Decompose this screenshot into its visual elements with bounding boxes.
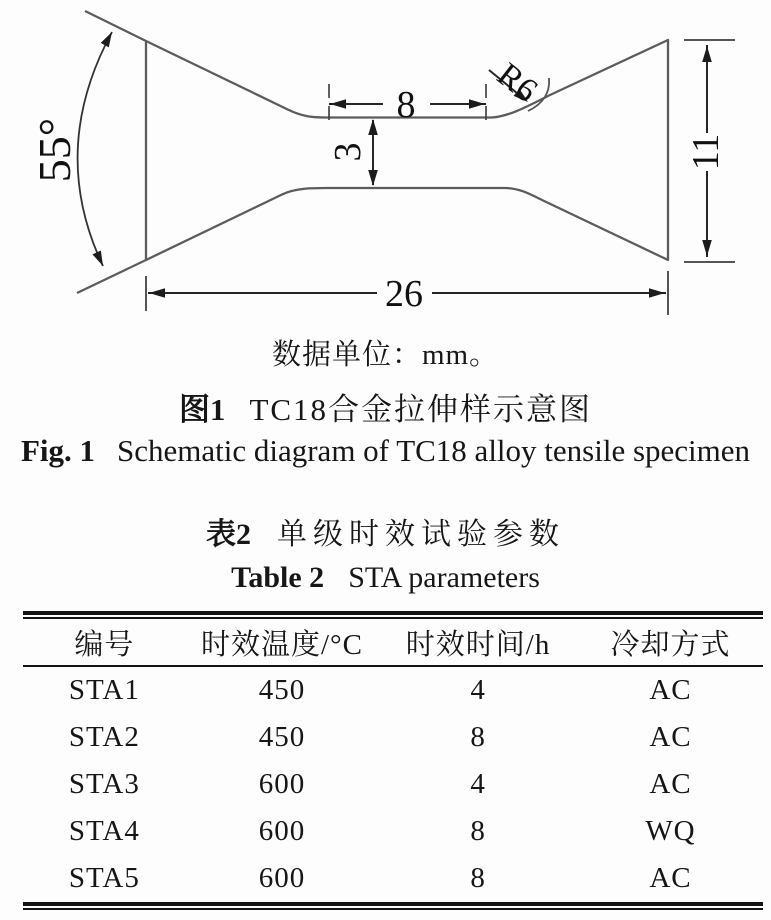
table-cell: 600 [258, 815, 306, 847]
unit-note: 数据单位：mm。 [271, 339, 500, 371]
table-row [23, 714, 763, 761]
arrowhead [101, 30, 116, 48]
column-header: 时效时间/h [405, 628, 551, 661]
arrowhead [330, 99, 346, 109]
arrowhead [649, 288, 665, 298]
table-caption-en-label: Table 2 [231, 561, 325, 594]
angle-extension-top [85, 11, 146, 41]
dim-angle-label: 55° [29, 117, 80, 183]
arrowhead [469, 99, 485, 109]
table-cell: STA1 [68, 674, 140, 706]
table-cell: AC [649, 768, 692, 800]
specimen-outline [146, 40, 668, 260]
table-cell: AC [649, 862, 692, 894]
table-caption-zh-label: 表2 [206, 518, 251, 551]
table-cell: STA3 [68, 768, 140, 800]
table-bottom-rule [23, 902, 763, 910]
table-row [23, 761, 763, 808]
table-cell: STA2 [68, 721, 140, 753]
sta-table [23, 611, 763, 910]
table-cell: AC [649, 721, 692, 753]
arrowhead [92, 250, 107, 267]
table-caption-zh [0, 509, 771, 553]
angle-arc [78, 32, 112, 266]
column-header: 时效温度/°C [200, 628, 363, 661]
figure-caption-zh [0, 384, 771, 429]
figure-caption-en [0, 433, 771, 469]
table-cell: 450 [258, 721, 306, 753]
tensile-specimen-diagram [0, 0, 771, 330]
table-cell: 8 [470, 862, 486, 894]
column-header: 冷却方式 [610, 628, 731, 661]
dim-gauge-width-label: 3 [327, 142, 369, 162]
sta-table-header [23, 619, 763, 665]
column-header: 编号 [74, 628, 135, 661]
sta-table-body [23, 667, 763, 902]
figure-caption-en-label: Fig. 1 [20, 433, 95, 468]
figure-caption-en-text: Schematic diagram of TC18 alloy tensile specimen [117, 433, 751, 468]
table-row [23, 855, 763, 902]
arrowhead [702, 240, 712, 256]
table-top-rule [23, 611, 763, 619]
table-caption-en [0, 561, 771, 595]
table-row [23, 667, 763, 714]
table-cell: 8 [470, 815, 486, 847]
table-cell: 4 [470, 768, 486, 800]
table-row [23, 808, 763, 855]
table-cell: 8 [470, 721, 486, 753]
dim-gauge-length-label: 8 [396, 84, 416, 126]
arrowhead [368, 119, 378, 135]
table-cell: 600 [258, 862, 306, 894]
arrowhead [368, 170, 378, 186]
table-cell: AC [649, 674, 692, 706]
arrowhead [149, 288, 165, 298]
table-caption-en-text: STA parameters [348, 561, 540, 594]
table-cell: 4 [470, 674, 486, 706]
angle-extension-bottom [77, 260, 146, 293]
table-cell: 600 [258, 768, 306, 800]
dim-fillet-radius-label: R6 [490, 56, 545, 110]
table-cell: 450 [258, 674, 306, 706]
figure-caption-zh-text: TC18合金拉伸样示意图 [249, 392, 593, 427]
dim-grip-width-label: 11 [685, 133, 727, 171]
table-cell: WQ [645, 815, 696, 847]
arrowhead [702, 46, 712, 62]
table-caption-zh-text: 单级时效试验参数 [277, 518, 565, 551]
figure-caption-zh-label: 图1 [178, 392, 226, 427]
table-cell: STA4 [68, 815, 140, 847]
dim-total-length-label: 26 [385, 273, 423, 315]
table-cell: STA5 [68, 862, 140, 894]
